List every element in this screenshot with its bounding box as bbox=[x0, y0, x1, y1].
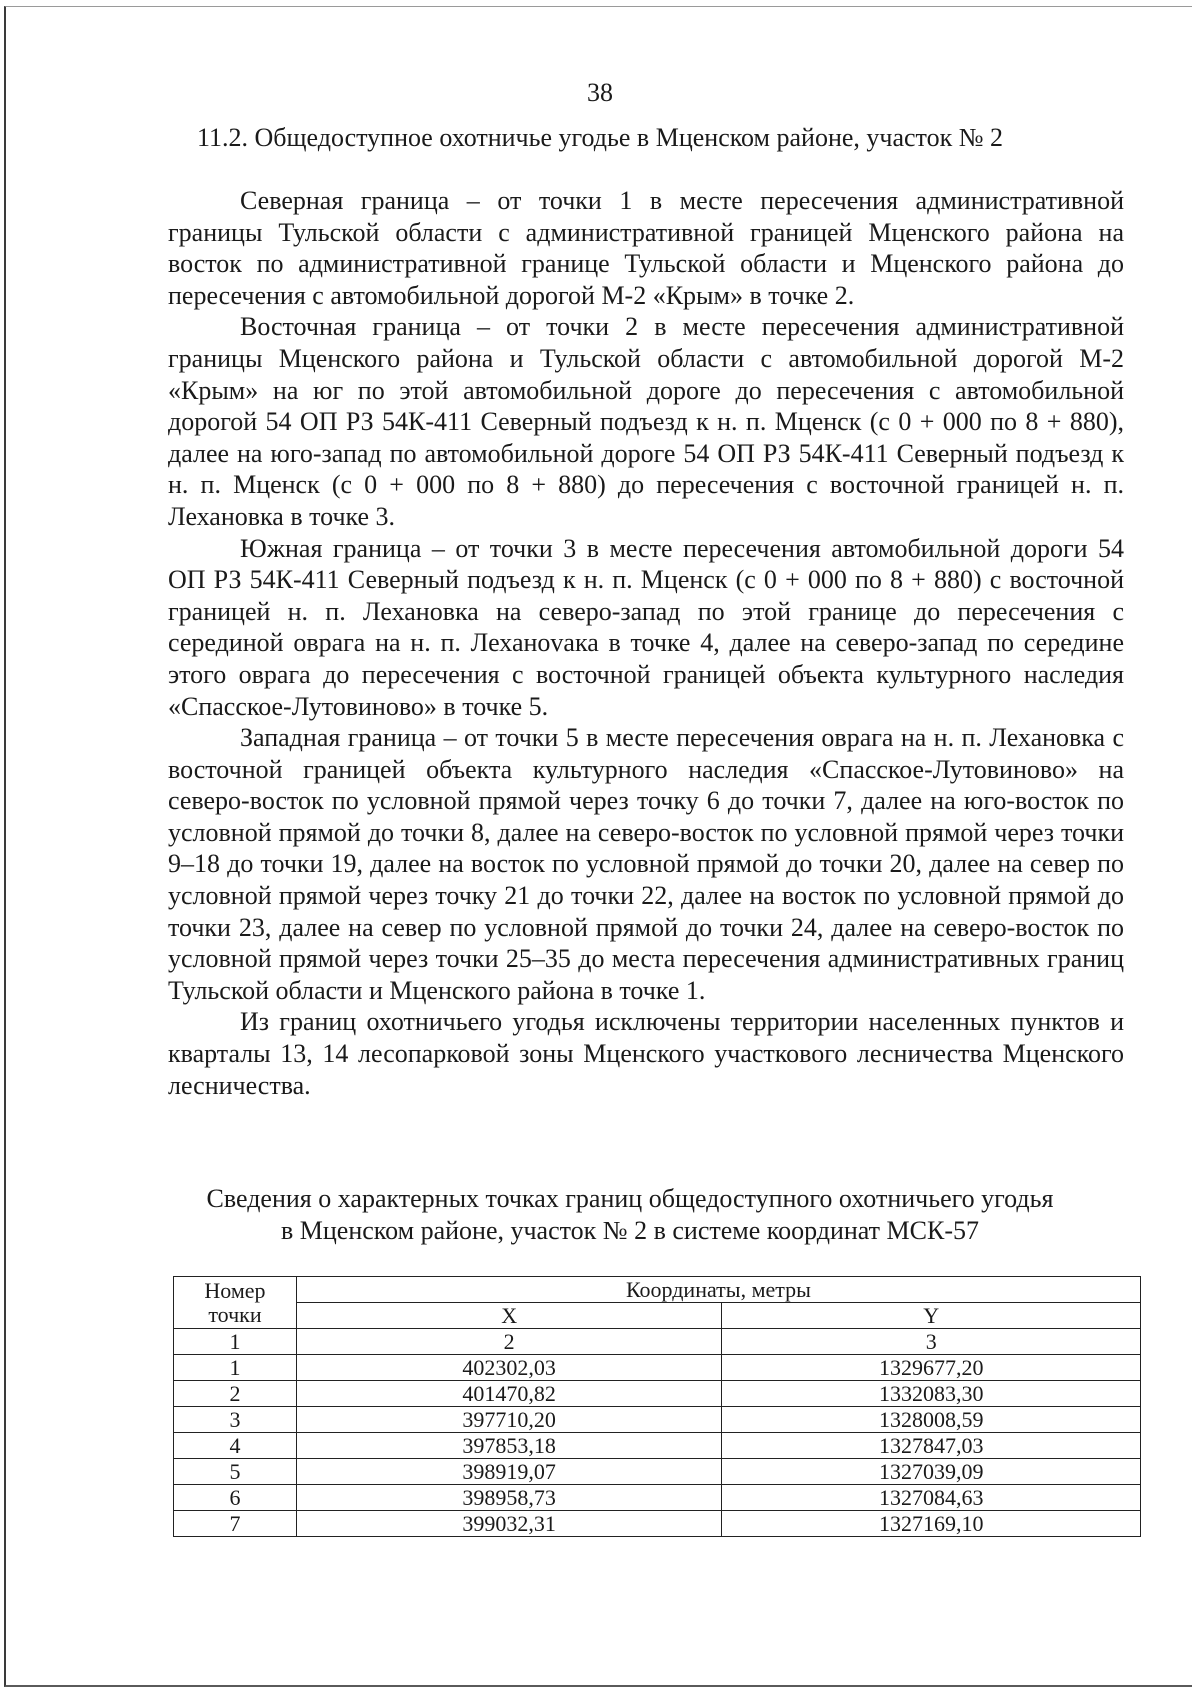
paragraph-south-border: Южная граница – от точки 3 в месте пересечения автомобильной дороги 54 ОП РЗ 54К-411 Северный подъезд к н. п. Мценск (с 0 + 000 по 8 + 880) с восточной границей н. п. Лехановка на северо-запад по этой границе до пересечения с серединой оврага на н. п. Леханоvака в точке 4, далее на северо-запад по середине этого оврага до пересечения с восточной границей объекта культурного наследия «Спасское-Лутовиново» в точке 5. bbox=[168, 533, 1124, 721]
point-cell: 1 bbox=[174, 1355, 297, 1381]
table-row bbox=[174, 1485, 1141, 1511]
point-cell: 2 bbox=[174, 1381, 297, 1407]
point-cell: 3 bbox=[174, 1407, 297, 1433]
column-number: 2 bbox=[296, 1329, 722, 1355]
body-text bbox=[168, 185, 1124, 1101]
table-row bbox=[174, 1433, 1141, 1459]
x-cell: 397853,18 bbox=[296, 1433, 722, 1459]
point-cell: 6 bbox=[174, 1485, 297, 1511]
y-cell: 1328008,59 bbox=[722, 1407, 1141, 1433]
paragraph-north-border: Северная граница – от точки 1 в месте пересечения административной границы Тульской области с административной границей Мценского района на восток по административной границе Тульской области и Мценского района до пересечения с автомобильной дорогой М-2 «Крым» в точке 2. bbox=[168, 186, 1124, 310]
y-cell: 1327084,63 bbox=[722, 1485, 1141, 1511]
paragraph-west-border: Западная граница – от точки 5 в месте пересечения оврага на н. п. Лехановка с восточной границей объекта культурного наследия «Спасское-Лутовиново» на северо-восток по условной прямой через точку 6 до точки 7, далее на юго-восток по условной прямой до точки 8, далее на северо-восток по условной прямой через точки 9–18 до точки 19, далее на восток по условной прямой до точки 20, далее на север по условной прямой через точку 21 до точки 22, далее на восток по условной прямой до точки 23, далее на север по условной прямой до точки 24, далее на северо-восток по условной прямой через точки 25–35 до места пересечения административных границ Тульской области и Мценского района в точке 1. bbox=[168, 723, 1124, 1005]
point-cell: 4 bbox=[174, 1433, 297, 1459]
table-row bbox=[174, 1407, 1141, 1433]
table-subheader-row bbox=[174, 1303, 1141, 1329]
table-caption-line-2: в Мценском районе, участок № 2 в системе координат МСК-57 bbox=[281, 1216, 979, 1245]
table-caption-line-1: Сведения о характерных точках границ общедоступного охотничьего угодья bbox=[206, 1184, 1054, 1213]
header-y: Y bbox=[722, 1303, 1141, 1329]
header-point-number: Номер точки bbox=[174, 1277, 297, 1329]
y-cell: 1329677,20 bbox=[722, 1355, 1141, 1381]
table-row bbox=[174, 1381, 1141, 1407]
page-number: 38 bbox=[587, 78, 613, 107]
x-cell: 399032,31 bbox=[296, 1511, 722, 1537]
y-cell: 1327169,10 bbox=[722, 1511, 1141, 1537]
paragraph-east-border: Восточная граница – от точки 2 в месте пересечения административной границы Мценского района и Тульской области с автомобильной дорогой М-2 «Крым» на юг по этой автомобильной дороге до пересечения с автомобильной дорогой 54 ОП РЗ 54К-411 Северный подъезд к н. п. Мценск (с 0 + 000 по 8 + 880), далее на юго-запад по автомобильной дороге 54 ОП РЗ 54К-411 Северный подъезд к н. п. Мценск (с 0 + 000 по 8 + 880) до пересечения с восточной границей н. п. Лехановка в точке 3. bbox=[168, 312, 1124, 531]
paragraph-exclusions: Из границ охотничьего угодья исключены территории населенных пунктов и кварталы 13, 14 лесопарковой зоны Мценского участкового лесничества Мценского лесничества. bbox=[168, 1007, 1124, 1100]
table-caption bbox=[150, 1183, 1110, 1247]
table-row bbox=[174, 1511, 1141, 1537]
y-cell: 1332083,30 bbox=[722, 1381, 1141, 1407]
header-x: X bbox=[296, 1303, 722, 1329]
y-cell: 1327039,09 bbox=[722, 1459, 1141, 1485]
table-row bbox=[174, 1459, 1141, 1485]
column-number: 1 bbox=[174, 1329, 297, 1355]
x-cell: 401470,82 bbox=[296, 1381, 722, 1407]
point-cell: 7 bbox=[174, 1511, 297, 1537]
x-cell: 398958,73 bbox=[296, 1485, 722, 1511]
x-cell: 398919,07 bbox=[296, 1459, 722, 1485]
y-cell: 1327847,03 bbox=[722, 1433, 1141, 1459]
table-header-row bbox=[174, 1277, 1141, 1303]
header-coordinates: Координаты, метры bbox=[296, 1277, 1140, 1303]
table-column-number-row bbox=[174, 1329, 1141, 1355]
table-row bbox=[174, 1355, 1141, 1381]
point-cell: 5 bbox=[174, 1459, 297, 1485]
column-number: 3 bbox=[722, 1329, 1141, 1355]
section-title: 11.2. Общедоступное охотничье угодье в Мценском районе, участок № 2 bbox=[196, 123, 1004, 152]
coordinates-table bbox=[173, 1276, 1141, 1537]
x-cell: 397710,20 bbox=[296, 1407, 722, 1433]
x-cell: 402302,03 bbox=[296, 1355, 722, 1381]
